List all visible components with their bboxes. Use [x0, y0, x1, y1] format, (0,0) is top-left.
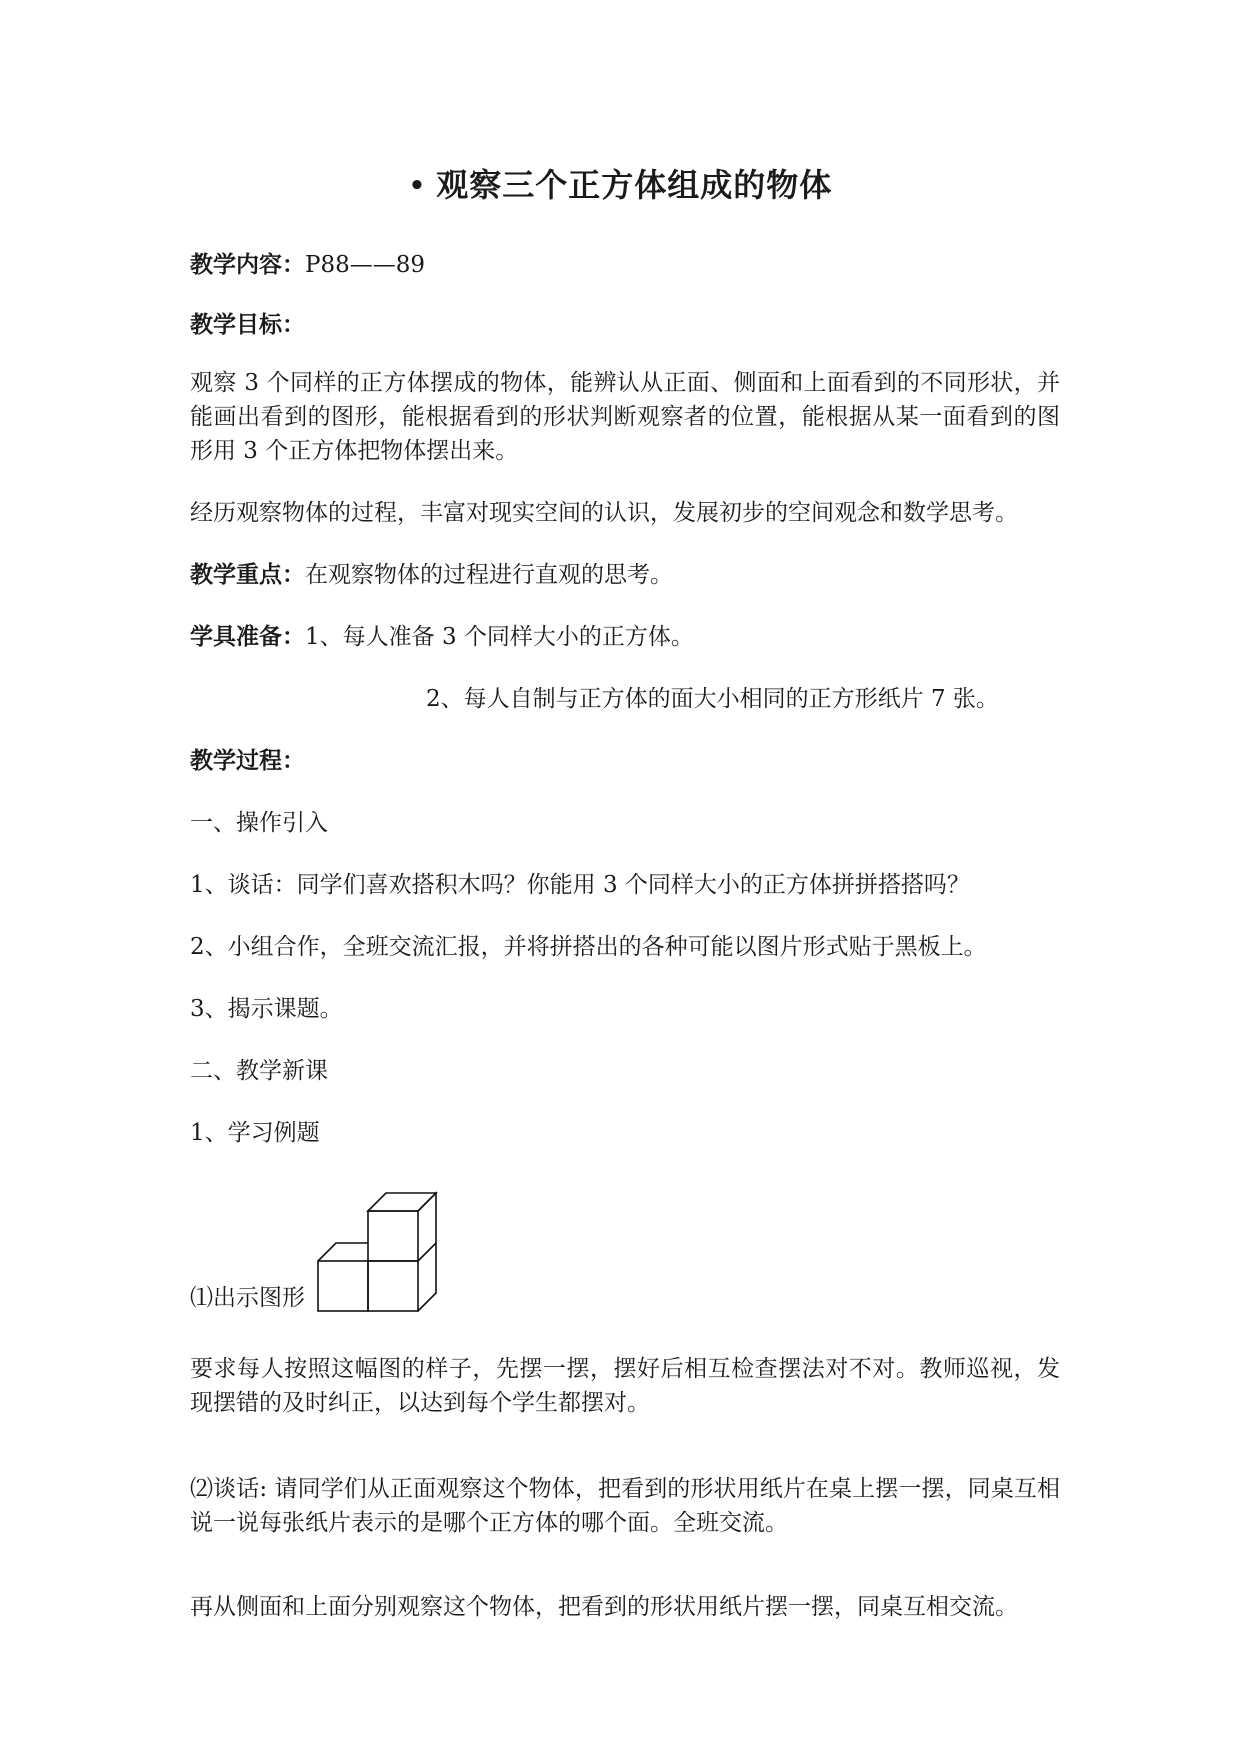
section-2-heading: 二、教学新课: [190, 1058, 328, 1084]
section-1-heading: 一、操作引入: [190, 810, 328, 836]
key-point-value: 在观察物体的过程进行直观的思考。: [305, 562, 673, 588]
process-label: 教学过程：: [190, 748, 305, 774]
teaching-goals-heading: [190, 308, 1060, 342]
materials-label: 学具准备：: [190, 624, 305, 650]
teaching-goals-label: 教学目标：: [190, 312, 305, 338]
goals-paragraph-1: 观察 3 个同样的正方体摆成的物体，能辨认从正面、侧面和上面看到的不同形状，并能画出看到的图形，能根据看到的形状判断观察者的位置，能根据从某一面看到的图形用 3 个正方体把物体摆出来。: [190, 370, 1060, 464]
key-point-label: 教学重点：: [190, 562, 305, 588]
section-1-step-1: 1、谈话：同学们喜欢搭积木吗？你能用 3 个同样大小的正方体拼拼搭搭吗？: [190, 872, 970, 898]
title-bullet: •: [408, 171, 427, 201]
section-1-step-2: 2、小组合作，全班交流汇报，并将拼搭出的各种可能以图片形式贴于黑板上。: [190, 934, 987, 960]
section-2-paragraph-2: ⑵谈话: 请同学们从正面观察这个物体，把看到的形状用纸片在桌上摆一摆，同桌互相说一说每张纸片表示的是哪个正方体的哪个面。全班交流。: [190, 1476, 1060, 1536]
materials-item-1: 1、每人准备 3 个同样大小的正方体。: [305, 624, 694, 650]
teaching-content-value: P88——89: [305, 252, 426, 278]
section-2-step-1: 1、学习例题: [190, 1120, 320, 1146]
goals-paragraph-2: 经历观察物体的过程，丰富对现实空间的认识，发展初步的空间观念和数学思考。: [190, 500, 1018, 526]
process-heading: [190, 744, 1060, 778]
teaching-content-label: 教学内容：: [190, 252, 305, 278]
title-text: 观察三个正方体组成的物体: [436, 166, 833, 204]
section-2-paragraph-3: 再从侧面和上面分别观察这个物体，把看到的形状用纸片摆一摆，同桌互相交流。: [190, 1594, 1018, 1620]
key-point-line: [190, 558, 1060, 592]
materials-line: [190, 620, 1060, 654]
figure-caption: ⑴出示图形: [190, 1285, 305, 1311]
document-title: [0, 160, 1241, 206]
materials-item-2: 2、每人自制与正方体的面大小相同的正方形纸片 7 张。: [426, 686, 999, 712]
teaching-content-line: [190, 248, 1060, 282]
figure-row: [190, 1185, 490, 1315]
three-cubes-figure: [316, 1185, 446, 1315]
section-2-paragraph-1: 要求每人按照这幅图的样子，先摆一摆，摆好后相互检查摆法对不对。教师巡视，发现摆错的及时纠正，以达到每个学生都摆对。: [190, 1356, 1060, 1416]
section-1-step-3: 3、揭示课题。: [190, 996, 343, 1022]
